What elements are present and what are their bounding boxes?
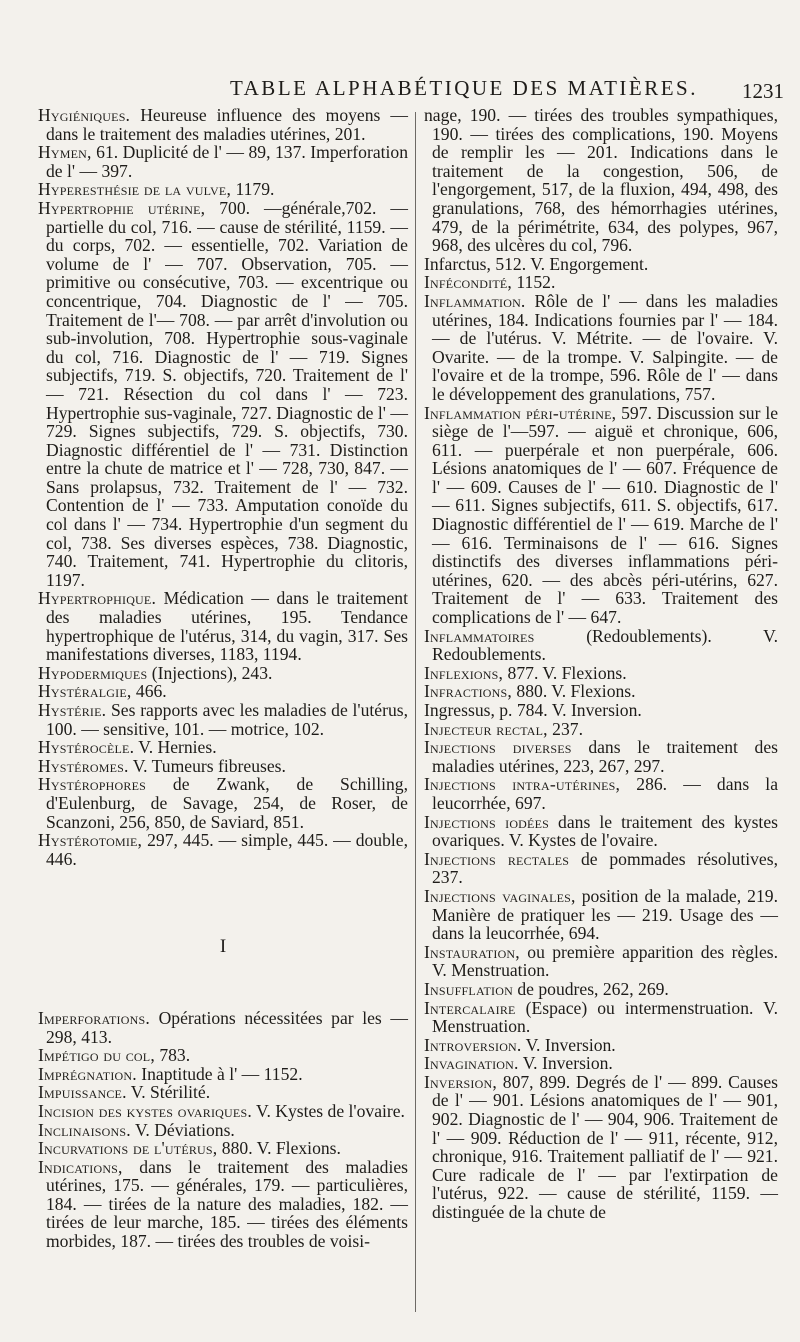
entry-text: 807, 899. Degrés de l' — 899. Causes de l' — 901. Lésions anatomiques de l' — 901, 902. Diagnostic de l' — 904, 906. Traitement de l' — 909. Réduction de l' — 911, récente, 912, chronique, 916. Traitement palliatif de l' — 921. Cure radicale de l' — par l'extirpation de l'utérus, 922. — cause de stérilité, 1159. — distinguée de la chute de [432, 1071, 778, 1223]
right-column [424, 106, 778, 1222]
section-letter: I [219, 936, 227, 958]
entry-text: V. Déviations. [134, 1119, 235, 1140]
index-entry [38, 180, 408, 199]
entries-right [424, 106, 778, 1222]
index-entry [38, 738, 408, 757]
index-entry [424, 738, 778, 775]
entry-text: V. Inversion. [525, 1034, 616, 1055]
entry-text: 700. —générale,702. — partielle du col, 716. — cause de stérilité, 1159. — du corps, 702. — essentielle, 702. Variation de volume de l' — 707. Observation, 705. — primitive ou consécutive, 703. — excentrique ou concentrique, 704. Diagnostic de l' — 705. Traitement de l'— 708. — par arrêt d'involution ou sub-involution, 708. Hypertrophie sous-vaginale du col, 716. Diagnostic de l' — 719. Signes subjectifs, 719. S. objectifs, 720. Traitement de l' — 721. Résection du col dans l' — 723. Hypertrophie sus-vaginale, 727. Diagnostic de l' — 729. Signes subjectifs, 729. S. objectifs, 730. Diagnostic différentiel de l' — 731. Distinction entre la chute de matrice et l' — 728, 730, 847. — Sans prolapsus, 732. Traitement de l' — 732. Contention de l' — 733. Amputation conoïde du col dans l' — 734. Hypertrophie d'un segment du col, 738. Ses diverses espèces, 738. Diagnostic, 740. Traitement, 741. Hypertrophie du clitoris, 1197. [46, 197, 408, 590]
index-entry [424, 850, 778, 887]
entries-h [38, 106, 408, 868]
index-entry [424, 1073, 778, 1222]
entry-heading: Hystérotomie, [38, 830, 143, 851]
entry-heading: Inflammation. [424, 290, 526, 311]
entry-text: (Redoublements). V. Redoublements. [432, 625, 778, 665]
index-entry [424, 627, 778, 664]
entry-heading: Incurvations de l'utérus, [38, 1138, 218, 1159]
column-divider [415, 112, 416, 1312]
index-entry [424, 1036, 778, 1055]
entry-heading: Insufflation [424, 978, 513, 999]
index-entry [38, 199, 408, 589]
entry-text: Opérations nécessitées par les — 298, 413. [46, 1007, 408, 1047]
entry-heading: Hypertrophique. [38, 588, 157, 609]
index-entry [424, 701, 778, 720]
entry-heading: Hypodermiques [38, 662, 148, 683]
index-entry [38, 1139, 408, 1158]
entry-heading: Hyperesthésie de la vulve, [38, 179, 232, 200]
entry-heading: Injections rectales [424, 848, 570, 869]
entry-text: 880. V. Flexions. [516, 681, 636, 702]
entry-heading: Injections intra-utérines, [424, 774, 621, 795]
index-entry [38, 682, 408, 701]
entry-heading: Introversion. [424, 1034, 522, 1055]
entry-text: 1179. [235, 179, 275, 200]
entry-heading: Intercalaire [424, 997, 516, 1018]
entry-text: 466. [135, 681, 167, 702]
index-entry [424, 887, 778, 943]
index-entry [38, 1121, 408, 1140]
entry-text: V. Stérilité. [130, 1082, 211, 1103]
index-entry [424, 980, 778, 999]
entry-text: 1152. [516, 272, 556, 293]
entry-text: Ingressus, p. 784. V. Inversion. [424, 700, 642, 720]
entry-text: 237. [552, 718, 583, 739]
index-entry [38, 1158, 408, 1251]
index-entry [424, 106, 778, 255]
entry-heading: Injections diverses [424, 737, 572, 758]
index-entry [38, 143, 408, 180]
entry-text: 286. — dans la leucorrhée, 697. [432, 774, 779, 813]
entry-heading: Imperforations. [38, 1007, 150, 1028]
entry-heading: Impétigo du col, [38, 1045, 155, 1066]
entry-heading: Imprégnation. [38, 1063, 137, 1084]
index-entry [424, 664, 778, 683]
entry-heading: Hystéralgie, [38, 681, 132, 702]
entry-text: V. Inversion. [522, 1053, 613, 1074]
index-entry [38, 831, 408, 868]
entry-text: position de la malade, 219. Manière de pratiquer les — 219. Usage des — dans la leucorrhée, 694. [432, 885, 778, 944]
index-entry [38, 701, 408, 738]
index-entry [424, 813, 778, 850]
entry-heading: Inclinaisons. [38, 1119, 131, 1140]
entry-heading: Invagination. [424, 1053, 519, 1074]
entry-heading: Hystérie. [38, 700, 107, 720]
index-entry [424, 943, 778, 980]
index-entry [38, 106, 408, 143]
entry-heading: Inflammatoires [424, 625, 535, 646]
entry-heading: Hystérocèle. [38, 737, 135, 758]
entry-text: 597. Discussion sur le siège de l'—597. — aiguë et chronique, 606, 611. — puerpérale et non puerpérale, 606. Lésions anatomiques de l' — 607. Fréquence de l' — 609. Causes de l' — 610. Diagnostic de l' — 611. Signes subjectifs, 611. S. objectifs, 617. Diagnostic différentiel de l' — 619. Marche de l' — 616. Terminaisons de l' — 616. Signes distinctifs des diverses inflammations péri-utérines, 620. — des abcès péri-utérins, 627. Traitement de l' — 633. Traitement des complications de l' — 647. [432, 402, 779, 628]
index-entry [38, 757, 408, 776]
entry-text: Ses rapports avec les maladies de l'utérus, 100. — sensitive, 101. — motrice, 102. [46, 700, 408, 739]
running-header [0, 76, 800, 106]
index-entry [424, 720, 778, 739]
entry-text: dans le traitement des kystes ovariques. V. Kystes de l'ovaire. [432, 811, 778, 851]
entry-text: dans le traitement des maladies utérines, 175. — générales, 179. — particulières, 184. — tirées de la nature des maladies, 182. — tirées de leur marche, 185. — tirées des éléments morbides, 187. — tirées des troubles de voisi- [46, 1156, 408, 1252]
index-entry [424, 682, 778, 701]
entry-heading: Injections vaginales, [424, 885, 576, 906]
entry-text: 877. V. Flexions. [507, 662, 627, 683]
entry-text: V. Hernies. [138, 737, 217, 758]
entry-heading: Injections iodées [424, 811, 549, 832]
entry-text: 61. Duplicité de l' — 89, 137. Imperforation de l' — 397. [46, 142, 408, 181]
entry-heading: Hymen, [38, 142, 92, 163]
index-entry [424, 255, 778, 274]
index-entry [38, 1009, 408, 1046]
index-entry [38, 664, 408, 683]
index-entry [424, 775, 778, 812]
entry-heading: Instauration, [424, 941, 520, 962]
page-title: TABLE ALPHABÉTIQUE DES MATIÈRES. [230, 76, 698, 100]
entry-heading: Infractions, [424, 681, 513, 702]
entry-heading: Inflexions, [424, 662, 504, 683]
entry-heading: Inflammation péri-utérine, [424, 402, 617, 423]
entry-heading: Incision des kystes ovariques. [38, 1100, 252, 1121]
entry-heading: Hystérophores [38, 774, 146, 795]
entry-heading: Hypertrophie utérine, [38, 197, 206, 218]
entry-text: 297, 445. — simple, 445. — double, 446. [46, 830, 409, 869]
entry-heading: Inversion, [424, 1071, 497, 1092]
index-entry [424, 1054, 778, 1073]
index-entry [38, 1083, 408, 1102]
entry-text: Rôle de l' — dans les maladies utérines, 184. Indications fournies par l' — 184. — de l'utérus. V. Métrite. — de l'ovaire. V. Ovarite. — de la trompe. V. Salpingite. — de l'ovaire et de la trompe, 596. Rôle de l' — dans le développement des granulations, 757. [432, 290, 778, 404]
index-entry [424, 273, 778, 292]
entry-text: Infarctus, 512. V. Engorgement. [424, 253, 649, 274]
entry-text: de Zwank, de Schilling, d'Eulenburg, de Savage, 254, de Roser, de Scanzoni, 256, 850, de Saviard, 851. [46, 774, 408, 832]
entry-text: Médication — dans le traitement des maladies utérines, 195. Tendance hypertrophique de l'utérus, 314, du vagin, 317. Ses manifestations diverses, 1183, 1194. [46, 588, 408, 665]
entry-heading: Hygiéniques. [38, 105, 131, 125]
entry-text: Heureuse influence des moyens — dans le traitement des maladies utérines, 201. [46, 105, 408, 144]
entry-text: (Injections), 243. [151, 662, 273, 683]
entry-text: V. Kystes de l'ovaire. [256, 1100, 405, 1121]
entry-text: de pommades résolutives, 237. [432, 848, 778, 888]
entry-text: (Espace) ou intermenstruation. V. Menstruation. [432, 997, 778, 1037]
index-entry [38, 775, 408, 831]
entry-heading: Impuissance. [38, 1082, 127, 1103]
entry-text: 880. V. Flexions. [221, 1138, 341, 1159]
entry-text: nage, 190. — tirées des troubles sympathiques, 190. — tirées des complications, 190. Moyens de remplir les — 201. Indications dans le traitement de la congestion, 506, de l'engorgement, 517, de la fluxion, 494, 498, des granulations, 768, des hémorrhagies utérines, 479, de la périmétrite, 634, des polypes, 967, 968, des ulcères du col, 796. [424, 105, 778, 256]
index-entry [38, 1046, 408, 1065]
index-entry [424, 999, 778, 1036]
index-entry [38, 1065, 408, 1084]
entry-text: Inaptitude à l' — 1152. [141, 1063, 303, 1084]
entry-text: de poudres, 262, 269. [517, 978, 669, 999]
entries-i [38, 1009, 408, 1251]
entry-text: dans le traitement des maladies utérines, 223, 267, 297. [432, 737, 778, 776]
index-entry [424, 292, 778, 404]
entry-heading: Indications, [38, 1156, 123, 1177]
index-entry [38, 589, 408, 663]
entry-text: ou première apparition des règles. V. Menstruation. [432, 941, 778, 981]
entry-text: 783. [159, 1045, 191, 1066]
left-column [38, 106, 408, 1251]
entry-heading: Infécondité, [424, 272, 512, 293]
entry-heading: Hystéromes. [38, 755, 129, 776]
index-entry [424, 404, 778, 627]
entry-text: V. Tumeurs fibreuses. [132, 755, 286, 776]
entry-heading: Injecteur rectal, [424, 718, 548, 739]
page-number: 1231 [742, 79, 784, 103]
index-entry [38, 1102, 408, 1121]
